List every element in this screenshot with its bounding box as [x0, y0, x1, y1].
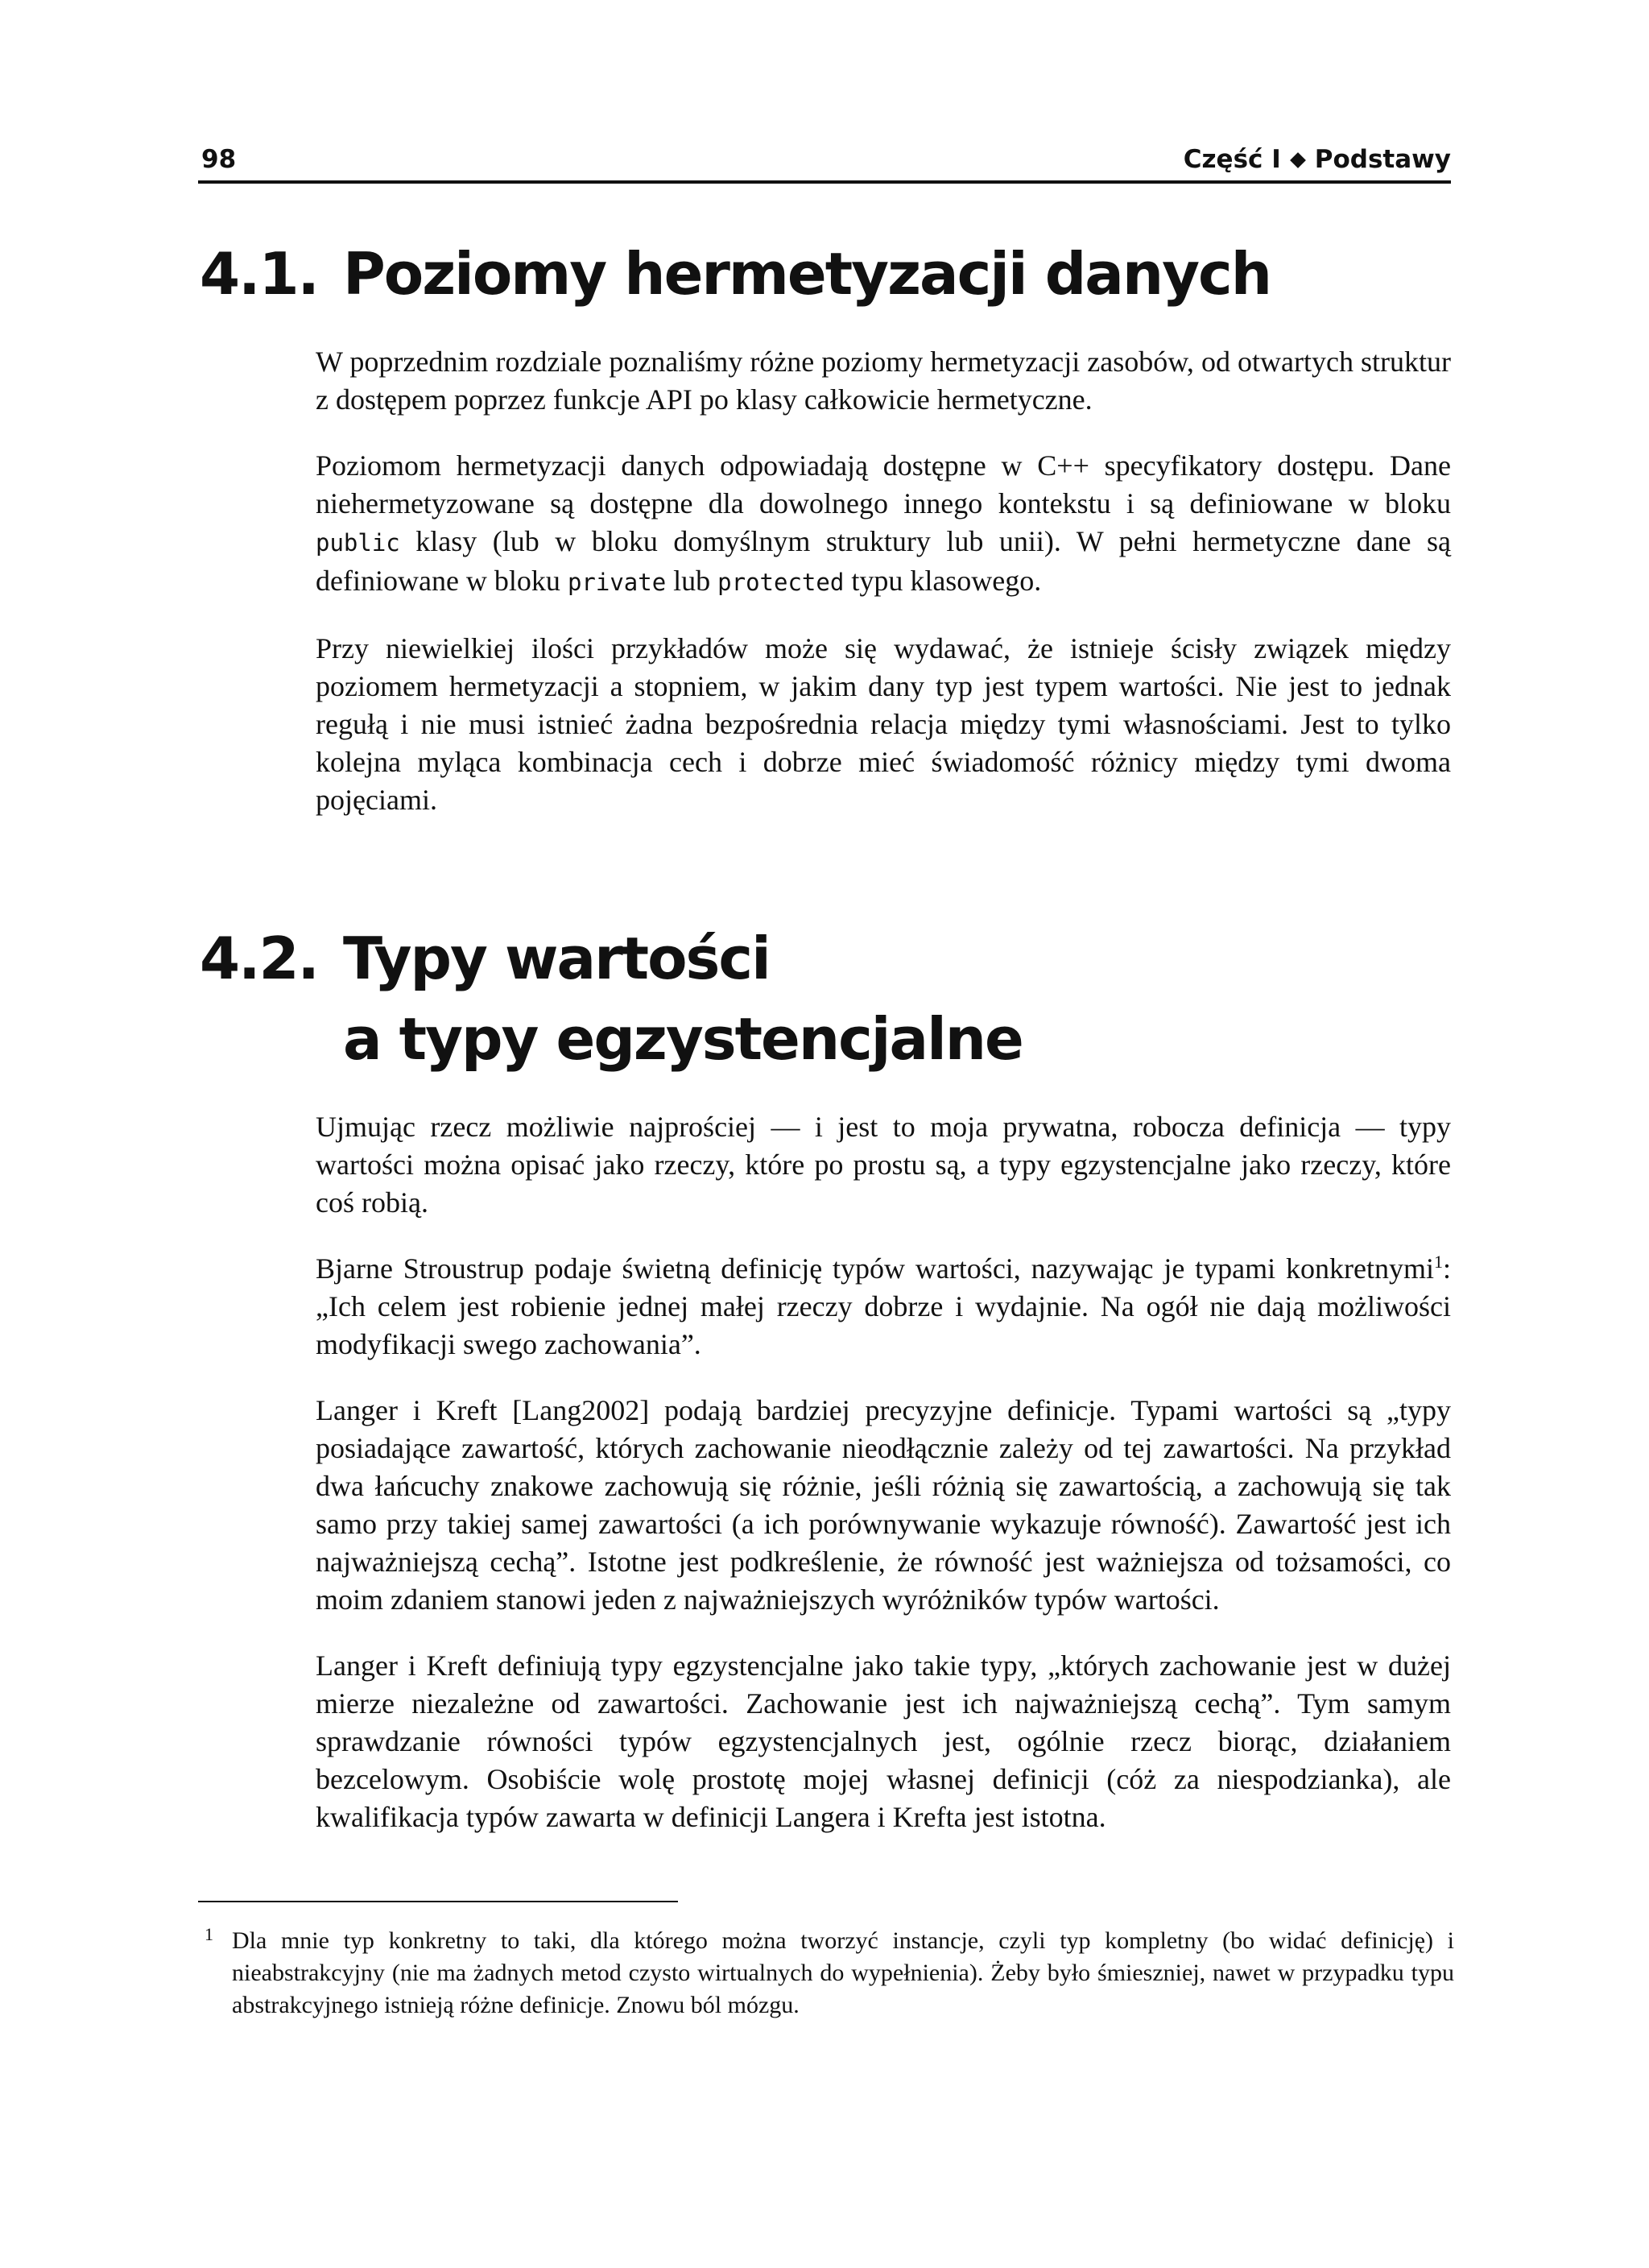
code-protected: protected: [717, 569, 845, 596]
part-title: [1184, 145, 1451, 174]
part-section-label: Podstawy: [1314, 145, 1451, 174]
text-run: klasy (lub w bloku domyślnym struktury lub unii). W pełni hermetyczne dane są definiowane w bloku: [316, 525, 1451, 597]
footnote: [198, 1925, 1454, 2022]
text-run: Poziomom hermetyzacji danych odpowiadają dostępne w C++ specyfikatory dostępu. Dane niehermetyzowane są dostępne dla dowolnego innego kontekstu i są definiowane w bloku: [316, 449, 1451, 519]
footnote-divider: [198, 1901, 678, 1902]
section-body-4-2: [316, 1108, 1451, 1864]
section-body-4-1: [316, 343, 1451, 847]
diamond-icon: [1290, 152, 1306, 168]
running-head: [198, 145, 1451, 184]
paragraph: Ujmując rzecz możliwie najprościej — i jest to moja prywatna, robocza definicja — typy wartości można opisać jako rzeczy, które po prostu są, a typy egzystencjalne jako rzeczy, które coś robią.: [316, 1111, 1451, 1219]
footnote-mark: 1: [205, 1924, 213, 1944]
text-run: : „Ich celem jest robienie jednej małej rzeczy dobrze i wydajnie. Na ogół nie dają możliwości modyfikacji swego zachowania”.: [316, 1252, 1451, 1360]
paragraph: Przy niewielkiej ilości przykładów może się wydawać, że istnieje ścisły związek między poziomem hermetyzacji a stopniem, w jakim dany typ jest typem wartości. Nie jest to jednak regułą i nie musi istnieć żadna bezpośrednia relacja między tymi własnościami. Jest to tylko kolejna myląca kombinacja cech i dobrze mieć świadomość różnicy między tymi dwoma pojęciami.: [316, 632, 1451, 816]
footnote-reference[interactable]: 1: [1433, 1252, 1443, 1272]
text-run: Bjarne Stroustrup podaje świetną definicję typów wartości, nazywając je typami konkretnymi: [316, 1252, 1434, 1285]
text-run: lub: [666, 565, 718, 597]
section-heading-4-2: [200, 918, 1023, 1079]
section-title-line1: Typy wartości: [343, 925, 770, 992]
paragraph: Langer i Kreft definiują typy egzystencjalne jako takie typy, „których zachowanie jest w dużej mierze niezależne od zawartości. Zachowanie jest ich najważniejszą cechą”. Tym samym sprawdzanie równości typów egzystencjalnych jest, ogólnie rzecz biorąc, działaniem bezcelowym. Osobiście wolę prostotę mojej własnej definicji (cóż za niespodzianka), ale kwalifikacja typów zawarta w definicji Langera i Krefta jest istotna.: [316, 1649, 1451, 1833]
part-label: Część I: [1183, 145, 1281, 174]
section-title-line2: a typy egzystencjalne: [343, 1005, 1023, 1073]
section-number: 4.1.: [200, 240, 318, 308]
code-private: private: [567, 569, 667, 596]
text-run: typu klasowego.: [844, 565, 1042, 597]
section-heading-4-1: [200, 234, 1271, 314]
paragraph: W poprzednim rozdziale poznaliśmy różne poziomy hermetyzacji zasobów, od otwartych struktur z dostępem poprzez funkcje API po klasy całkowicie hermetyczne.: [316, 346, 1451, 416]
section-number: 4.2.: [200, 925, 318, 992]
paragraph-access-specifiers: [316, 447, 1451, 602]
footnote-text: Dla mnie typ konkretny to taki, dla którego można tworzyć instancje, czyli typ kompletny (bo widać definicję) i nieabstrakcyjny (nie ma żadnych metod czysto wirtualnych do wypełnienia). Żeby było śmieszniej, nawet w przypadku typu abstrakcyjnego istnieją różne definicje. Znowu ból mózgu.: [232, 1927, 1454, 2018]
section-title: Poziomy hermetyzacji danych: [343, 240, 1271, 308]
paragraph: Langer i Kreft [Lang2002] podają bardziej precyzyjne definicje. Typami wartości są „typy posiadające zawartość, których zachowanie nieodłącznie zależy od tej zawartości. Na przykład dwa łańcuchy znakowe zachowują się różnie, jeśli różnią się zawartością, a zachowują się tak samo przy takiej samej zawartości (a ich porównywanie wykazuje równość). Zawartość jest ich najważniejszą cechą”. Istotne jest podkreślenie, że równość jest ważniejsza od tożsamości, co moim zdaniem stanowi jeden z najważniejszych wyróżników typów wartości.: [316, 1394, 1451, 1616]
paragraph-stroustrup: [316, 1250, 1451, 1364]
page-number: 98: [201, 145, 237, 174]
code-public: public: [316, 529, 400, 557]
